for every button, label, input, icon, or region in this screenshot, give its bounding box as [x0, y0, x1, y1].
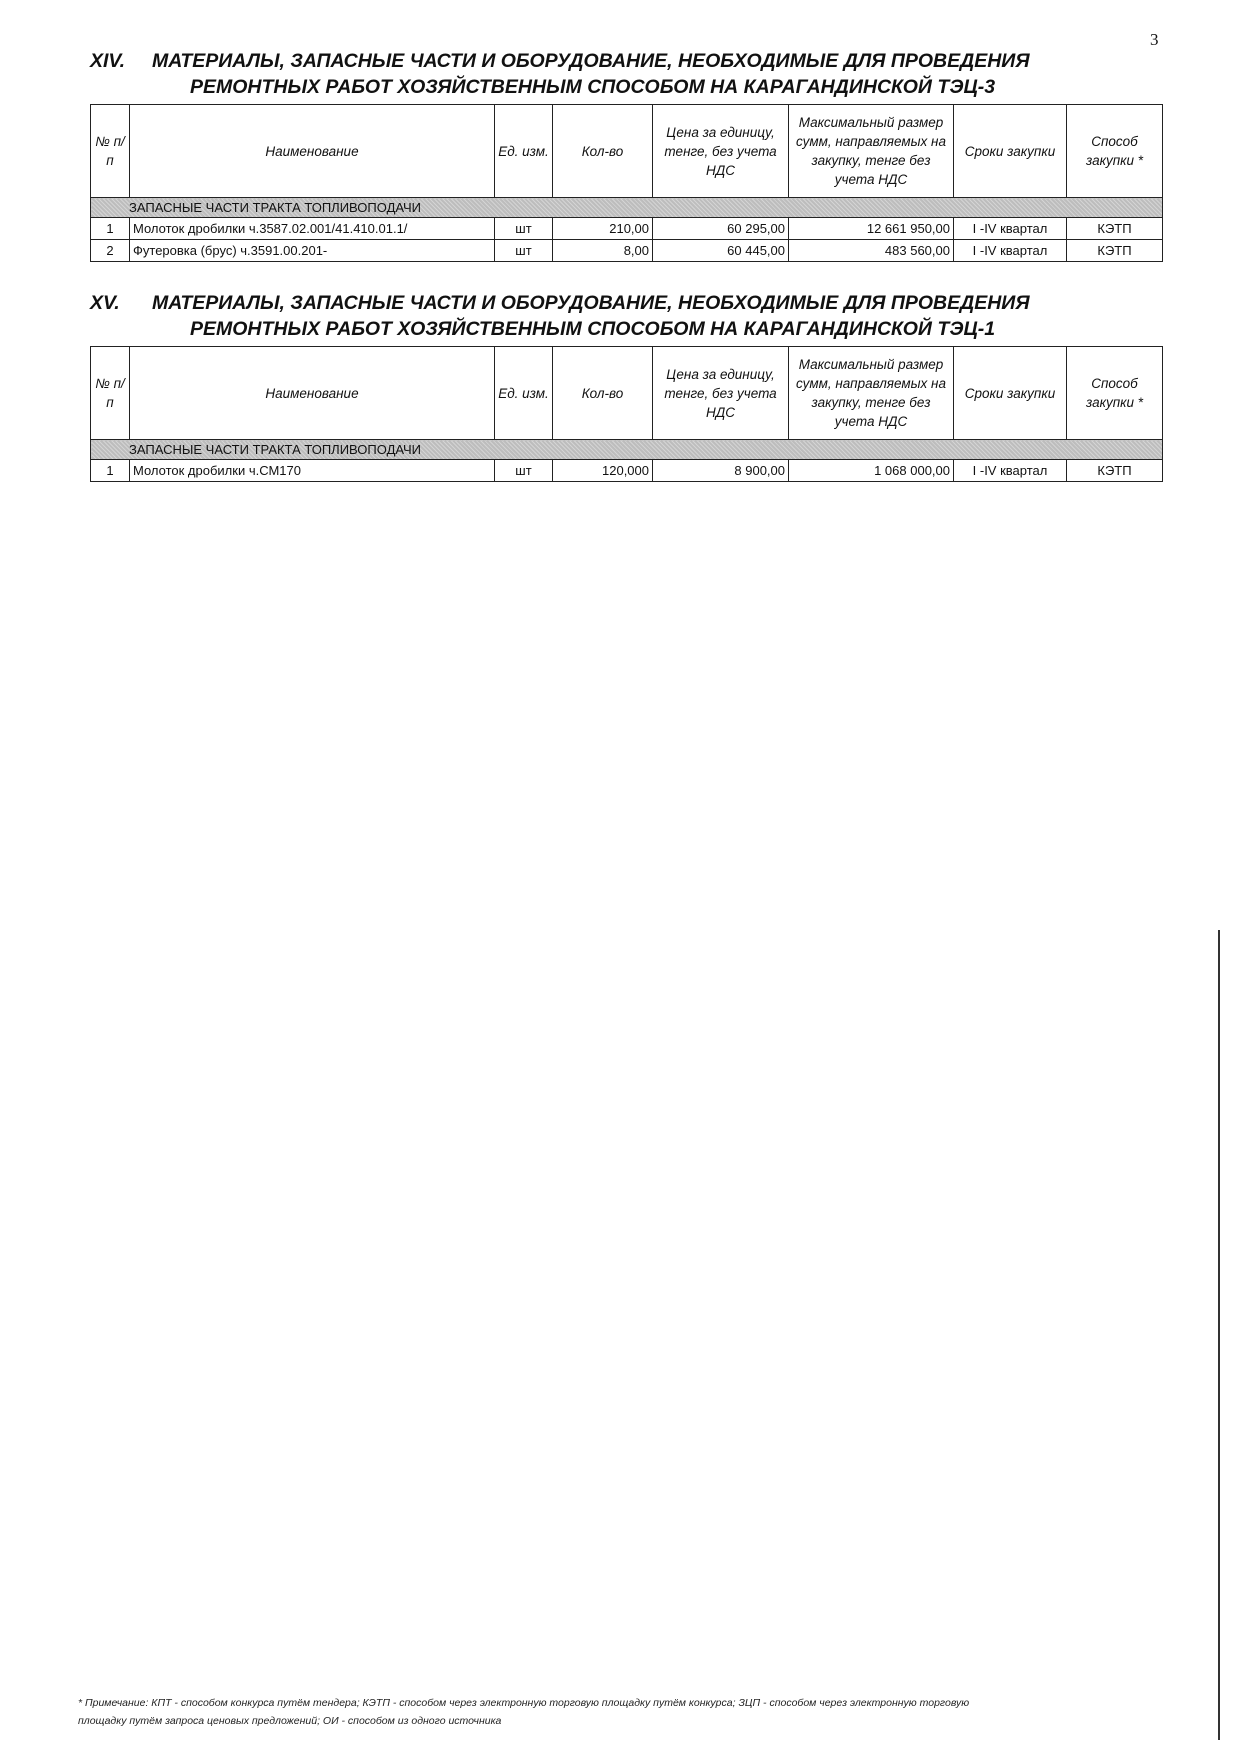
cell-qty: 210,00 — [553, 218, 653, 240]
cell-period: I -IV квартал — [954, 240, 1067, 262]
col-header-period: Сроки закупки — [954, 347, 1067, 440]
cell-unit: шт — [495, 460, 553, 482]
col-header-qty: Кол-во — [553, 105, 653, 198]
group-label: ЗАПАСНЫЕ ЧАСТИ ТРАКТА ТОПЛИВОПОДАЧИ — [91, 198, 1163, 218]
procurement-table-tec3 — [90, 104, 1163, 262]
col-header-unit: Ед. изм. — [495, 347, 553, 440]
cell-qty: 8,00 — [553, 240, 653, 262]
section-title-line1: МАТЕРИАЛЫ, ЗАПАСНЫЕ ЧАСТИ И ОБОРУДОВАНИЕ, НЕОБХОДИМЫЕ ДЛЯ ПРОВЕДЕНИЯ — [152, 50, 1030, 72]
cell-name: Футеровка (брус) ч.3591.00.201- — [130, 240, 495, 262]
section-xiv — [90, 48, 1162, 262]
cell-sum: 12 661 950,00 — [789, 218, 954, 240]
footnote-line1: * Примечание: КПТ - способом конкурса путём тендера; КЭТП - способом через электронную торговую площадку путём конкурса; ЗЦП - способом через электронную торговую — [78, 1697, 970, 1709]
group-label: ЗАПАСНЫЕ ЧАСТИ ТРАКТА ТОПЛИВОПОДАЧИ — [91, 440, 1163, 460]
section-number: XIV. — [90, 50, 126, 72]
footnote-line2: площадку путём запроса ценовых предложений; ОИ - способом из одного источника — [78, 1715, 502, 1727]
section-number: XV. — [90, 292, 120, 314]
page-number: 3 — [1150, 30, 1159, 49]
cell-method: КЭТП — [1067, 240, 1163, 262]
section-xv — [90, 290, 1162, 482]
cell-unit: шт — [495, 218, 553, 240]
col-header-max-sum: Максимальный размер сумм, направляемых на закупку, тенге без учета НДС — [789, 105, 954, 198]
cell-period: I -IV квартал — [954, 218, 1067, 240]
col-header-method: Способ закупки * — [1067, 347, 1163, 440]
col-header-name: Наименование — [130, 347, 495, 440]
col-header-max-sum: Максимальный размер сумм, направляемых на закупку, тенге без учета НДС — [789, 347, 954, 440]
col-header-num: № п/п — [91, 347, 130, 440]
cell-sum: 1 068 000,00 — [789, 460, 954, 482]
table-row — [91, 218, 1163, 240]
cell-price: 60 295,00 — [653, 218, 789, 240]
section-title-line2: РЕМОНТНЫХ РАБОТ ХОЗЯЙСТВЕННЫМ СПОСОБОМ НА КАРАГАНДИНСКОЙ ТЭЦ-1 — [190, 318, 996, 340]
cell-period: I -IV квартал — [954, 460, 1067, 482]
group-row — [91, 198, 1163, 218]
col-header-price: Цена за единицу, тенге, без учета НДС — [653, 347, 789, 440]
col-header-unit: Ед. изм. — [495, 105, 553, 198]
col-header-num: № п/п — [91, 105, 130, 198]
cell-name: Молоток дробилки ч.СМ170 — [130, 460, 495, 482]
cell-method: КЭТП — [1067, 218, 1163, 240]
cell-method: КЭТП — [1067, 460, 1163, 482]
group-row — [91, 440, 1163, 460]
cell-name: Молоток дробилки ч.3587.02.001/41.410.01.1/ — [130, 218, 495, 240]
cell-qty: 120,000 — [553, 460, 653, 482]
table-row — [91, 240, 1163, 262]
table-header-row — [91, 105, 1163, 198]
col-header-method: Способ закупки * — [1067, 105, 1163, 198]
cell-price: 60 445,00 — [653, 240, 789, 262]
table-header-row — [91, 347, 1163, 440]
cell-sum: 483 560,00 — [789, 240, 954, 262]
table-row — [91, 460, 1163, 482]
col-header-name: Наименование — [130, 105, 495, 198]
procurement-table-tec1 — [90, 346, 1163, 482]
section-title — [90, 290, 1162, 342]
scan-edge-line — [1218, 930, 1220, 1740]
cell-unit: шт — [495, 240, 553, 262]
cell-num: 2 — [91, 240, 130, 262]
cell-price: 8 900,00 — [653, 460, 789, 482]
col-header-period: Сроки закупки — [954, 105, 1067, 198]
col-header-qty: Кол-во — [553, 347, 653, 440]
section-title-line1: МАТЕРИАЛЫ, ЗАПАСНЫЕ ЧАСТИ И ОБОРУДОВАНИЕ, НЕОБХОДИМЫЕ ДЛЯ ПРОВЕДЕНИЯ — [152, 292, 1030, 314]
col-header-price: Цена за единицу, тенге, без учета НДС — [653, 105, 789, 198]
section-title-line2: РЕМОНТНЫХ РАБОТ ХОЗЯЙСТВЕННЫМ СПОСОБОМ НА КАРАГАНДИНСКОЙ ТЭЦ-3 — [190, 76, 996, 98]
cell-num: 1 — [91, 218, 130, 240]
footnote — [78, 1694, 1108, 1730]
section-title — [90, 48, 1162, 100]
cell-num: 1 — [91, 460, 130, 482]
